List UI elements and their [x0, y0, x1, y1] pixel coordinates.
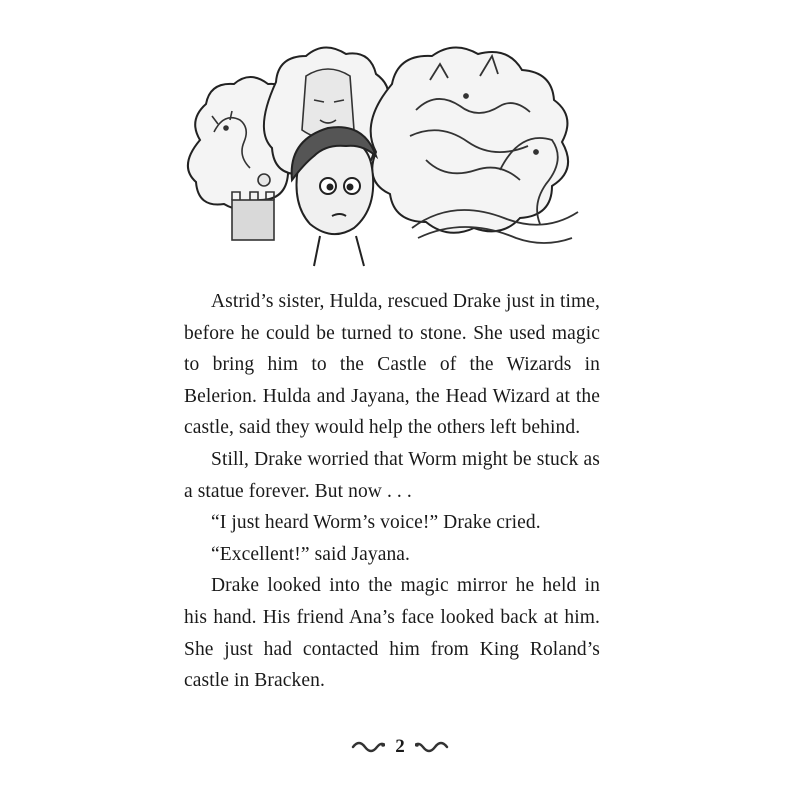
paragraph-5: Drake looked into the magic mirror he held in his hand. His friend Ana’s face looked back at him. She just had contacted him from King Roland’s castle in Bracken. — [184, 575, 600, 692]
swirl-ornament-icon — [351, 739, 385, 755]
paragraph-4: “Excellent!” said Jayana. — [211, 543, 411, 565]
page-footer — [0, 732, 800, 762]
story-illustration-icon — [180, 40, 610, 272]
story-illustration — [180, 40, 610, 272]
paragraph-3: “I just heard Worm’s voice!” Drake cried. — [211, 512, 541, 534]
page-number: 2 — [395, 736, 405, 757]
story-text — [184, 286, 600, 697]
paragraph-2: Still, Drake worried that Worm might be stuck as a statue forever. But now . . . — [184, 448, 600, 502]
paragraph-1: Astrid’s sister, Hulda, rescued Drake just in time, before he could be turned to stone. She used magic to bring him to the Castle of the Wizards in Belerion. Hulda and Jayana, the Head Wizard at the castle, said they would help the others left behind. — [184, 291, 600, 439]
swirl-ornament-icon — [415, 739, 449, 755]
